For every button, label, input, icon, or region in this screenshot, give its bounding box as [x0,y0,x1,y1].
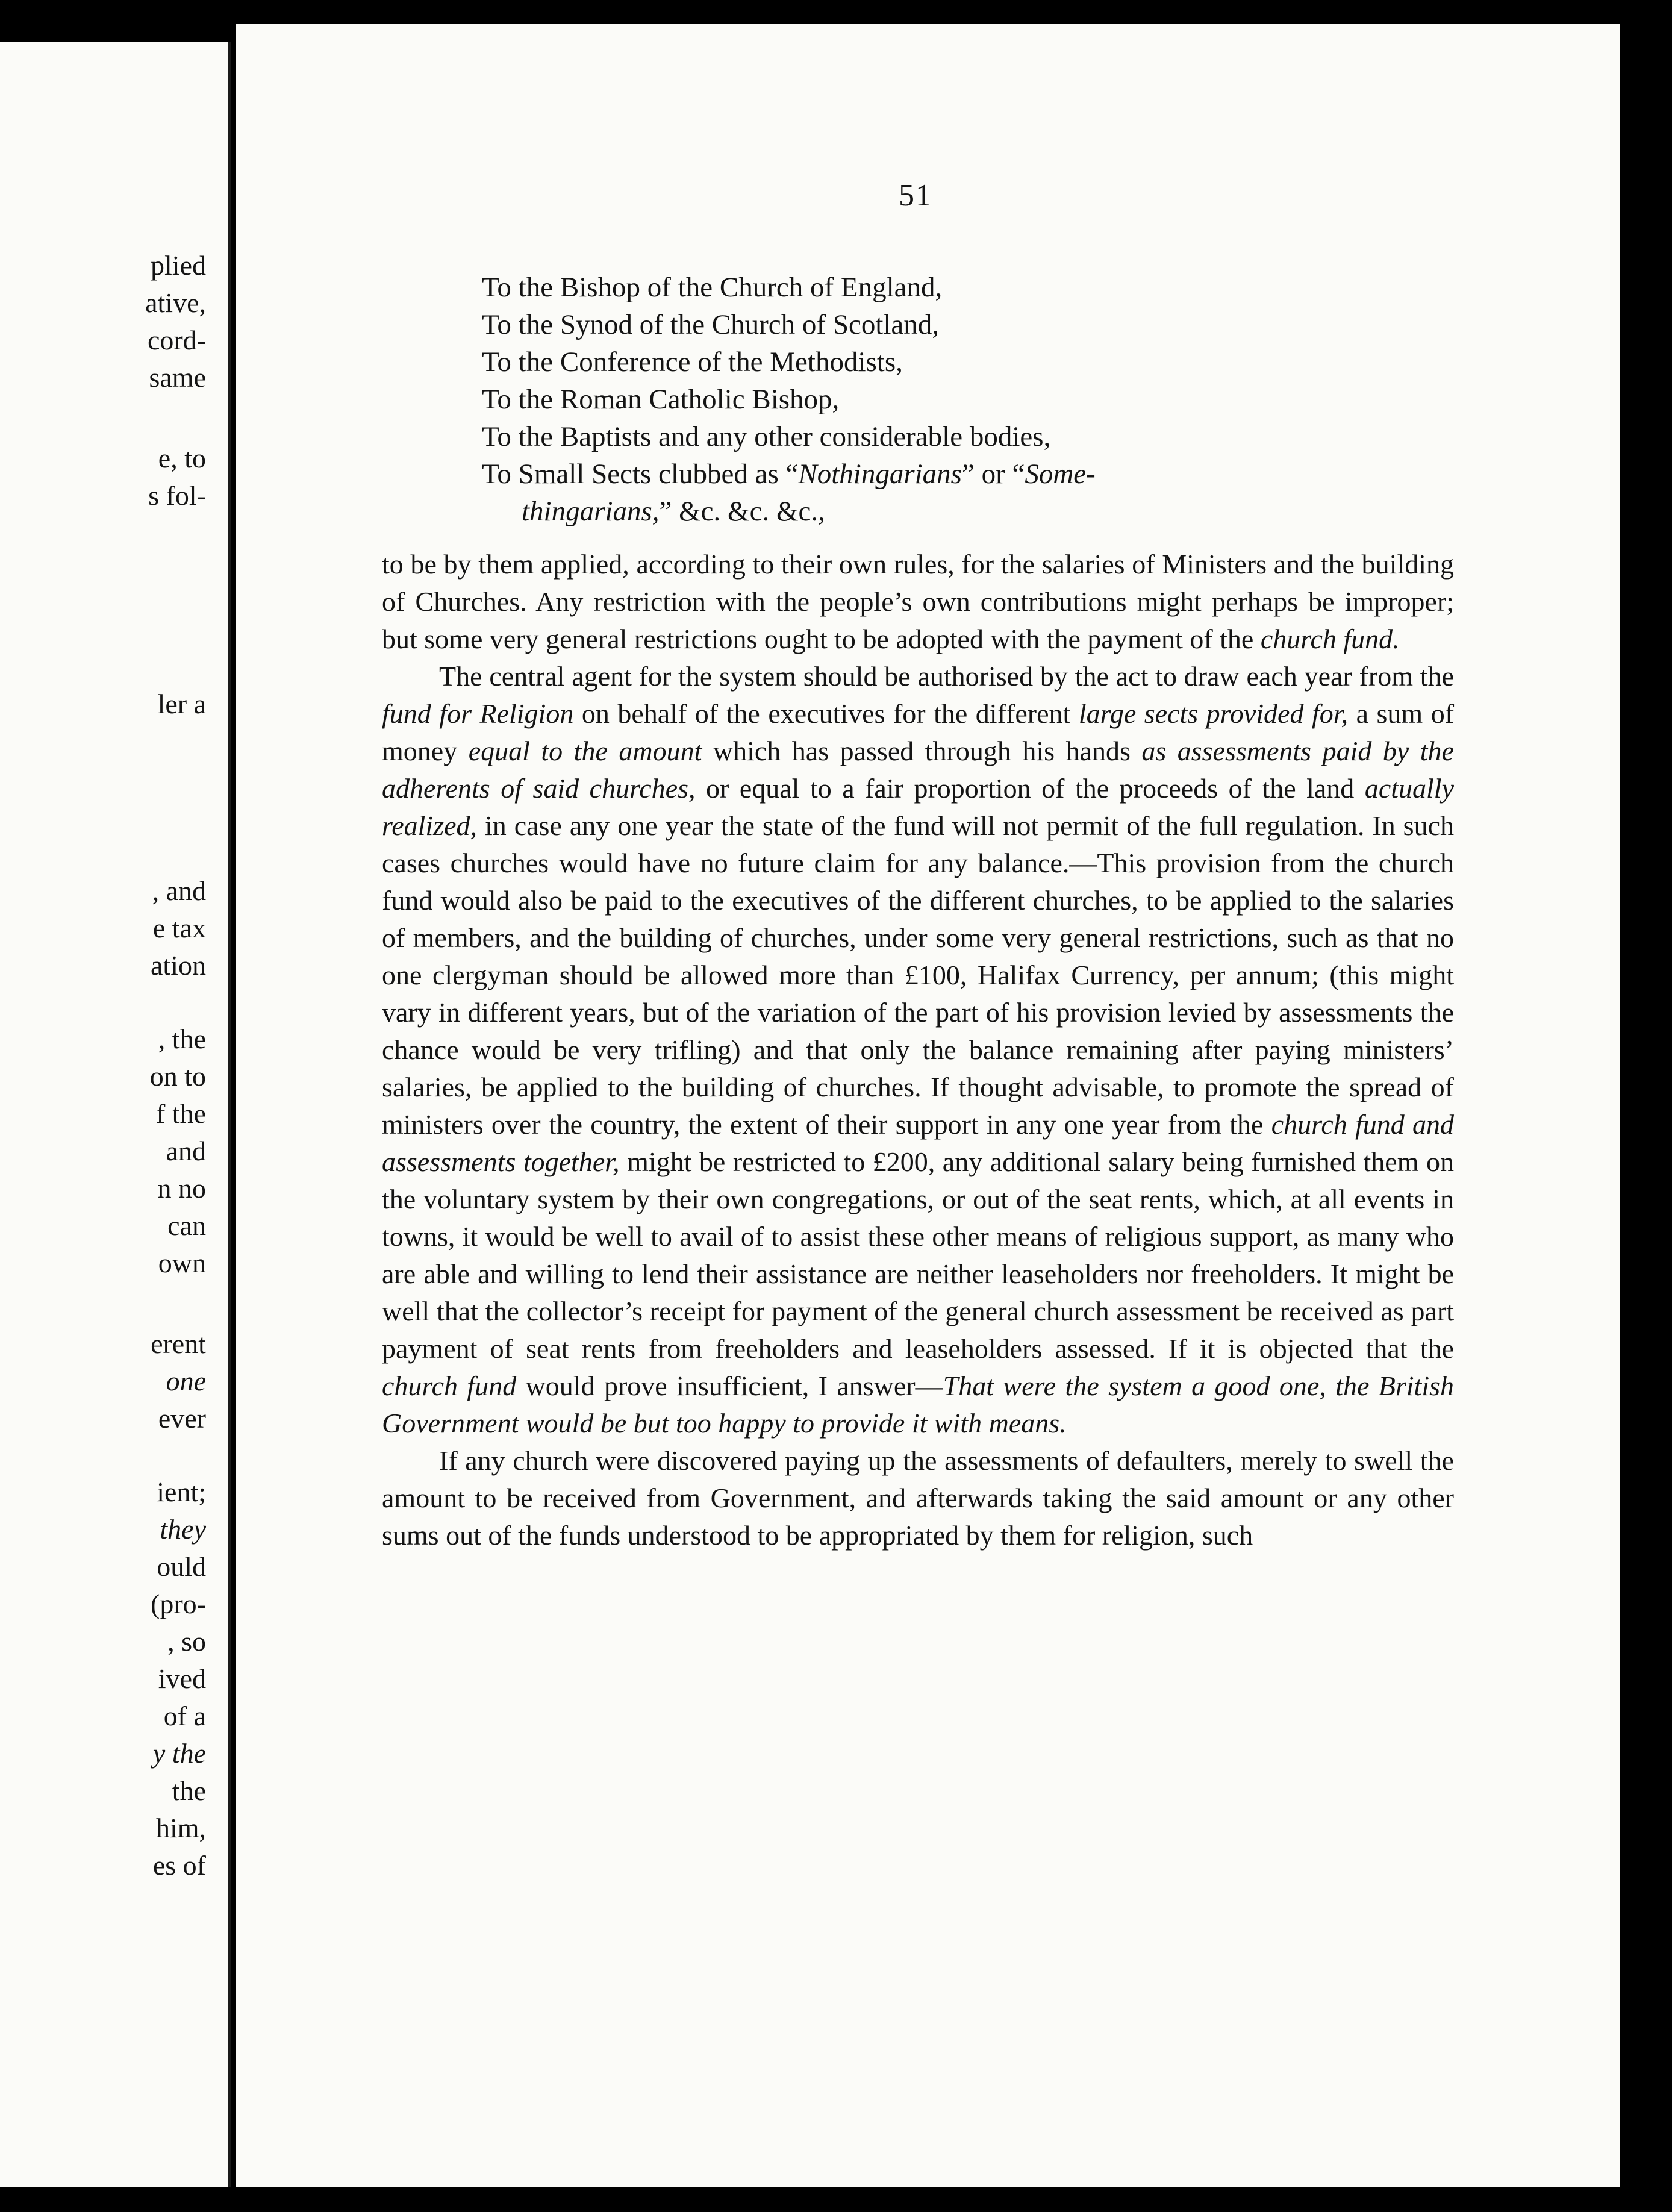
paragraph-3: If any church were discovered paying up the assessments of defaulters, merely to swell the amount to be received from Government, and afterwards taking the said amount or any other sums out of the funds understood to be appropriated by them for religion, such [382,1445,1454,1551]
addressee-line-sects: To Small Sects clubbed as “Nothingarians” or “Some- [482,458,1096,490]
facing-page-edge [0,42,231,2187]
facing-page-fragment: e tax [152,913,206,943]
facing-page-fragment: of a [163,1701,206,1731]
addressee-line: To the Conference of the Methodists, [482,346,903,378]
facing-page-fragment: , and [152,875,206,906]
addressee-list [482,269,1096,530]
page-number: 51 [899,178,932,213]
facing-page-fragment: can [167,1210,206,1241]
facing-page-fragment: , so [167,1626,206,1657]
facing-page-fragment: ived [158,1663,206,1694]
facing-page-fragment: they [160,1514,206,1545]
paragraph-1: to be by them applied, according to their own rules, for the salaries of Ministers and the building of Churches. Any restriction with the people’s own contributions might perhaps be improper; but some very general restrictions ought to be adopted with the payment of the church fund. [382,549,1454,654]
body-text [382,546,1454,1554]
facing-page-fragment: same [149,362,206,393]
facing-page-fragment: erent [151,1328,206,1359]
facing-page-fragment: f the [155,1098,206,1129]
addressee-line: To the Bishop of the Church of England, [482,272,943,303]
facing-page-fragment: y the [152,1738,206,1769]
addressee-line: To the Roman Catholic Bishop, [482,384,840,415]
document-page [236,24,1620,2187]
addressee-line: To the Baptists and any other considerable bodies, [482,421,1051,452]
addressee-line: To the Synod of the Church of Scotland, [482,309,940,340]
facing-page-fragment: , the [158,1023,206,1054]
paragraph-2: The central agent for the system should be authorised by the act to draw each year from the fund for Religion on behalf of the executives for the different large sects provided for, a sum of money equal to the amount which has passed through his hands as assessments paid by the adherents of said churches, or equal to a fair proportion of the proceeds of the land actually realized, in case any one year the state of the fund will not permit of the full regulation. In such cases churches would have no future claim for any balance.—This provision from the church fund would also be paid to the executives of the different churches, to be applied to the salaries of members, and the building of churches, under some very general restrictions, such as that no one clergyman should be allowed more than £100, Halifax Currency, per annum; (this might vary in different years, but of the variation of the part of his provision levied by assessments the chance would be very trifling) and that only the balance remaining after paying ministers’ salaries, be applied to the building of churches. If thought advisable, to promote the spread of ministers over the country, the extent of their support in any one year from the church fund and assessments together, might be restricted to £200, any additional salary being furnished them on the voluntary system by their own congregations, or out of the seat rents, which, at all events in towns, it would be well to avail of to assist these other means of religious support, as many who are able and willing to lend their assistance are neither leaseholders nor freeholders. It might be well that the collector’s receipt for payment of the general church assessment be received as part payment of seat rents from freeholders and leaseholders assessed. If it is objected that the church fund would prove insufficient, I answer—That were the system a good one, the British Government would be but too happy to provide it with means. [382,661,1455,1439]
facing-page-fragment: on to [149,1061,206,1092]
facing-page-fragment: s fol- [148,480,206,511]
facing-page-fragment: es of [152,1850,206,1881]
facing-page-fragment: one [166,1366,206,1396]
facing-page-fragment: ould [157,1551,206,1582]
facing-page-fragment: plied [151,250,206,281]
facing-page-fragment: (pro- [151,1589,206,1619]
facing-page-fragment: own [158,1248,206,1278]
facing-page-fragment: and [166,1136,206,1166]
facing-page-fragment: ever [158,1403,206,1434]
addressee-line-continued: thingarians,” &c. &c. &c., [522,496,825,527]
facing-page-fragment: n no [157,1173,206,1204]
facing-page-fragment: ative, [145,287,206,318]
facing-page-fragment: ler a [157,689,206,719]
facing-page-fragment: him, [155,1813,206,1843]
facing-page-fragment: the [172,1775,206,1806]
facing-page-fragment: ient; [157,1476,206,1507]
facing-page-fragment: ation [151,950,206,981]
facing-page-fragment: cord- [147,325,206,355]
facing-page-fragment: e, to [158,443,206,473]
